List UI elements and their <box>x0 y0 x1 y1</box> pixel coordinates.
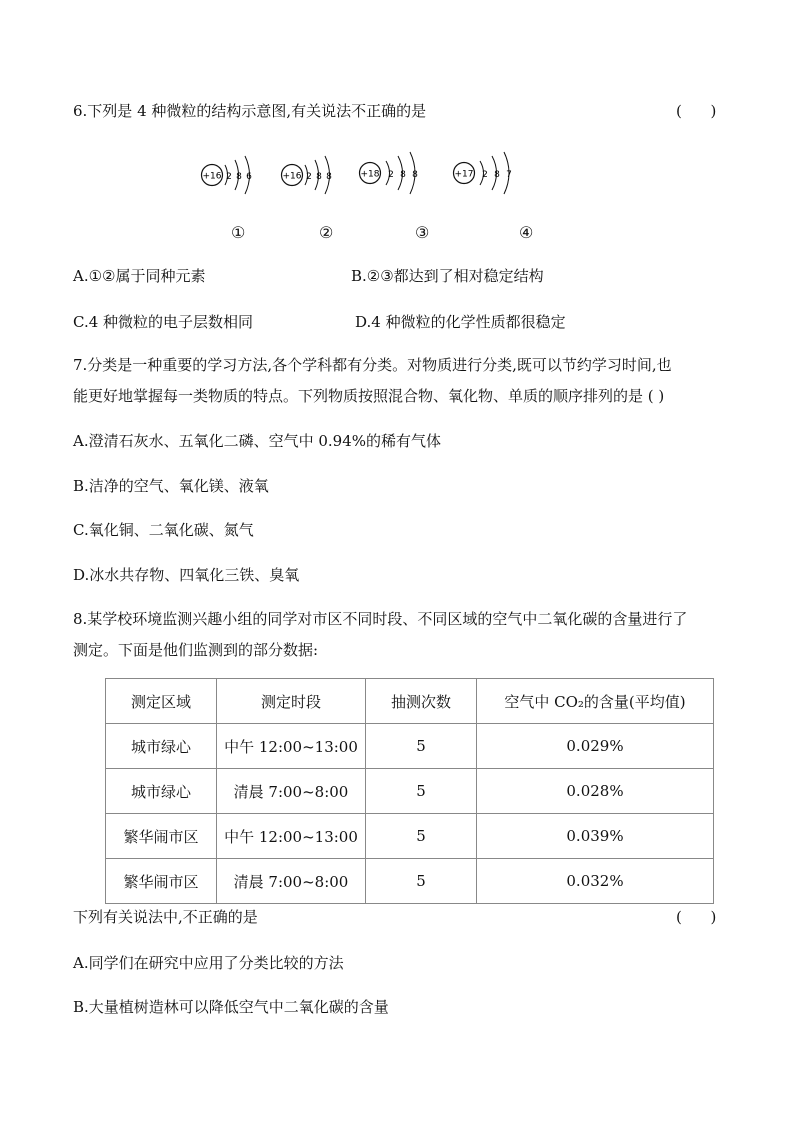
atom-diagram-3 <box>358 146 428 200</box>
q6-option-c: C.4 种微粒的电子层数相同 <box>73 313 254 331</box>
nucleus-charge-1: +16 <box>202 171 222 182</box>
table-row <box>106 859 714 904</box>
table-cell: 0.029% <box>477 724 714 769</box>
nucleus-charge-4: +17 <box>454 169 474 180</box>
atom-label-4: ④ <box>519 223 534 242</box>
table-row <box>106 724 714 769</box>
nucleus-charge-2: +16 <box>282 171 302 182</box>
table-cell: 0.028% <box>477 769 714 814</box>
shell-electrons-1-2: 8 <box>236 172 242 182</box>
shell-electrons-4-1: 2 <box>482 170 488 180</box>
atom-label-2: ② <box>319 223 334 242</box>
atom-diagram-1 <box>200 148 264 202</box>
atom-label-3: ③ <box>415 223 430 242</box>
q7-option-d: D.冰水共存物、四氧化三铁、臭氧 <box>73 566 300 584</box>
table-cell: 5 <box>366 814 477 859</box>
q8-option-b: B.大量植树造林可以降低空气中二氧化碳的含量 <box>73 998 389 1016</box>
table-header: 空气中 CO₂的含量(平均值) <box>477 679 714 724</box>
q7-option-c: C.氧化铜、二氧化碳、氮气 <box>73 521 254 539</box>
q8-answer-paren: ( ) <box>676 908 717 926</box>
q7-stem-line-1: 7.分类是一种重要的学习方法,各个学科都有分类。对物质进行分类,既可以节约学习时间,也 <box>73 356 672 374</box>
table-cell: 中午 12:00~13:00 <box>217 724 366 769</box>
q6-answer-paren: ( ) <box>676 102 717 120</box>
table-cell: 中午 12:00~13:00 <box>217 814 366 859</box>
table-header-row <box>106 679 714 724</box>
q6-option-b: B.②③都达到了相对稳定结构 <box>351 267 544 285</box>
table-cell: 繁华闹市区 <box>106 814 217 859</box>
shell-electrons-2-3: 8 <box>326 172 332 182</box>
table-cell: 繁华闹市区 <box>106 859 217 904</box>
table-cell: 清晨 7:00~8:00 <box>217 859 366 904</box>
q7-option-a: A.澄清石灰水、五氧化二磷、空气中 0.94%的稀有气体 <box>73 432 442 450</box>
table-header: 测定区域 <box>106 679 217 724</box>
shell-electrons-4-3: 7 <box>506 170 512 180</box>
table-cell: 0.032% <box>477 859 714 904</box>
table-cell: 城市绿心 <box>106 724 217 769</box>
q8-stem-line-1: 8.某学校环境监测兴趣小组的同学对市区不同时段、不同区域的空气中二氧化碳的含量进行了 <box>73 610 688 628</box>
table-header: 测定时段 <box>217 679 366 724</box>
table-cell: 0.039% <box>477 814 714 859</box>
shell-electrons-3-2: 8 <box>400 170 406 180</box>
q8-follow-up: 下列有关说法中,不正确的是 <box>73 908 258 926</box>
table-cell: 5 <box>366 859 477 904</box>
q7-stem-line-2: 能更好地掌握每一类物质的特点。下列物质按照混合物、氧化物、单质的顺序排列的是 ( ) <box>73 387 665 405</box>
nucleus-charge-3: +18 <box>360 169 380 180</box>
q8-option-a: A.同学们在研究中应用了分类比较的方法 <box>73 954 344 972</box>
shell-electrons-1-3: 6 <box>246 172 252 182</box>
table-cell: 5 <box>366 769 477 814</box>
q6-stem: 6.下列是 4 种微粒的结构示意图,有关说法不正确的是 <box>73 102 427 120</box>
table-header: 抽测次数 <box>366 679 477 724</box>
q6-option-a: A.①②属于同种元素 <box>73 267 206 285</box>
q8-stem-line-2: 测定。下面是他们监测到的部分数据: <box>73 641 319 659</box>
table-cell: 5 <box>366 724 477 769</box>
shell-electrons-1-1: 2 <box>226 172 232 182</box>
shell-electrons-4-2: 8 <box>494 170 500 180</box>
atom-diagram-4 <box>452 146 522 200</box>
q7-option-b: B.洁净的空气、氧化镁、液氧 <box>73 477 269 495</box>
table-cell: 清晨 7:00~8:00 <box>217 769 366 814</box>
table-cell: 城市绿心 <box>106 769 217 814</box>
q6-option-d: D.4 种微粒的化学性质都很稳定 <box>355 313 566 331</box>
shell-electrons-3-1: 2 <box>388 170 394 180</box>
co2-data-table <box>105 678 714 904</box>
table-row <box>106 769 714 814</box>
atom-diagram-2 <box>280 148 344 202</box>
table-row <box>106 814 714 859</box>
shell-electrons-2-1: 2 <box>306 172 312 182</box>
shell-electrons-3-3: 8 <box>412 170 418 180</box>
atom-label-1: ① <box>231 223 246 242</box>
shell-electrons-2-2: 8 <box>316 172 322 182</box>
